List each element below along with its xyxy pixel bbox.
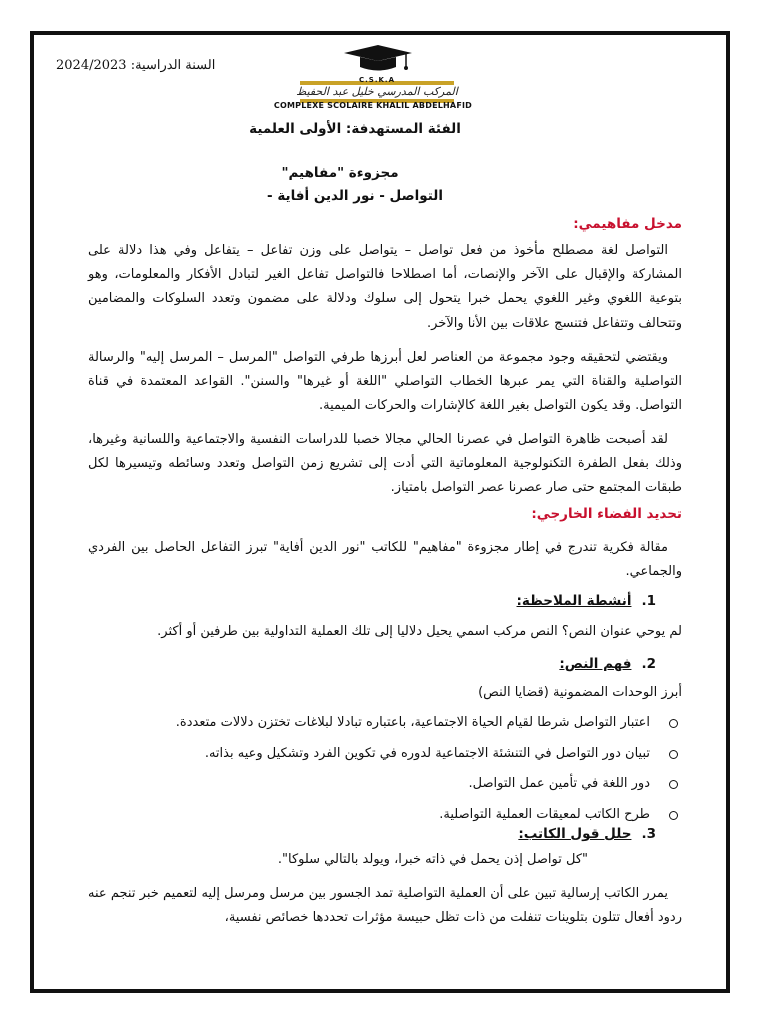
logo-abbr: C.S.K.A <box>359 76 395 84</box>
analysis-paragraph: يمرر الكاتب إرسالية تبين على أن العملية التواصلية تمد الجسور بين مرسل ومرسل إليه لتعميم خبر تنجم عنه ردود أفعال تتلون بتلوينات تنفلت من ذات تظل حبيسة مؤثرات تحددها خصائص نفسية، <box>88 886 682 926</box>
logo-french-name: COMPLEXE SCOLAIRE KHALIL ABDELHAFID <box>273 101 472 110</box>
section-number: 3. <box>641 826 656 842</box>
intro-paragraph-1: التواصل لغة مصطلح مأخوذ من فعل تواصل – يتواصل على وزن تفاعل – يتفاعل وفي هذا دلالة على المشاركة والإقبال على الآخر والإنصات، أما اصطلاحا فالتواصل تفاعل الغير لتبادل الأفكار والمعلومات، وهو بتوعية اللغوي وغير اللغوي يحمل خبرا يتحول إلى سلوك ودلالة على مضمون وتعدد السلوكات والمضامين وتتحالف وتتفاعل فتنسج علاقات بين الأنا والآخر. <box>88 243 682 331</box>
logo-arabic-name: المركب المدرسي خليل عبد الحفيظ <box>296 85 458 98</box>
graduation-cap-icon <box>340 43 416 77</box>
section-title: حلل قول الكاتب: <box>518 826 632 842</box>
circle-bullet-icon <box>669 780 678 789</box>
external-heading: تحديد الفضاء الخارجي: <box>531 506 682 522</box>
comprehension-intro: أبرز الوحدات المضمونية (قضايا النص) <box>478 685 682 700</box>
target-audience: الفئة المستهدفة: الأولى العلمية <box>249 121 461 137</box>
school-year: السنة الدراسية: 2024/2023 <box>56 58 216 73</box>
observation-text: لم يوحي عنوان النص؟ النص مركب اسمي يحيل دلاليا إلى تلك العملية التداولية بين طرفين أو أكثر. <box>157 624 682 639</box>
school-logo <box>273 43 472 113</box>
section-observation-heading <box>517 593 656 609</box>
collection-title: مجزوءة "مفاهيم" <box>281 165 399 181</box>
list-item <box>158 769 678 800</box>
section-analysis-heading <box>518 826 656 842</box>
section-number: 2. <box>641 656 656 672</box>
list-item-text: اعتبار التواصل شرطا لقيام الحياة الاجتماعية، باعتباره تبادلا لبلاغات تختزن دلالات متعددة. <box>175 715 650 730</box>
lesson-title: التواصل - نور الدين أفاية - <box>267 188 443 204</box>
section-title: فهم النص: <box>559 656 632 672</box>
list-item <box>158 739 678 770</box>
list-item-text: دور اللغة في تأمين عمل التواصل. <box>468 776 650 792</box>
list-item <box>158 708 678 739</box>
intro-paragraph-3: لقد أصبحت ظاهرة التواصل في عصرنا الحالي مجالا خصبا للدراسات النفسية والاجتماعية واللسانية وغيرها، وذلك بفعل الطفرة التكنولوجية المعلوماتية التي أدت إلى تشريع زمن التواصل وتعدد وسائطه وتيسيرها لكل طبقات المجتمع حتى صار عصرنا عصر التواصل بامتياز. <box>88 432 682 496</box>
list-item-text: تبيان دور التواصل في التنشئة الاجتماعية لدوره في تكوين الفرد وتشكيل وعيه بذاته. <box>204 745 650 761</box>
circle-bullet-icon <box>669 719 678 728</box>
text-issues-list <box>158 708 678 830</box>
external-paragraph: مقالة فكرية تندرج في إطار مجزوءة "مفاهيم" للكاتب "نور الدين أفاية" تبرز التفاعل الحاصل بين الفردي والجماعي. <box>88 540 682 580</box>
author-quote: "كل تواصل إذن يحمل في ذاته خبرا، ويولد بالتالي سلوكا". <box>277 852 588 867</box>
list-item-text: طرح الكاتب لمعيقات العملية التواصلية. <box>439 806 650 822</box>
section-title: أنشطة الملاحظة: <box>516 593 632 609</box>
circle-bullet-icon <box>669 750 678 759</box>
circle-bullet-icon <box>669 811 678 820</box>
section-number: 1. <box>641 593 656 609</box>
section-comprehension-heading <box>559 656 656 672</box>
intro-heading: مدخل مفاهيمي: <box>573 216 682 232</box>
intro-paragraph-2: ويقتضي لتحقيقه وجود مجموعة من العناصر لعل أبرزها طرفي التواصل "المرسل – المرسل إليه" والرسالة التواصلية والقناة التي يمر عبرها الخطاب التواصلي "اللغة أو غيرها" والسنن". القواعد المعتمدة في قناة التواصل. وقد يكون التواصل بغير اللغة كالإشارات والحركات الميمية. <box>88 350 682 414</box>
